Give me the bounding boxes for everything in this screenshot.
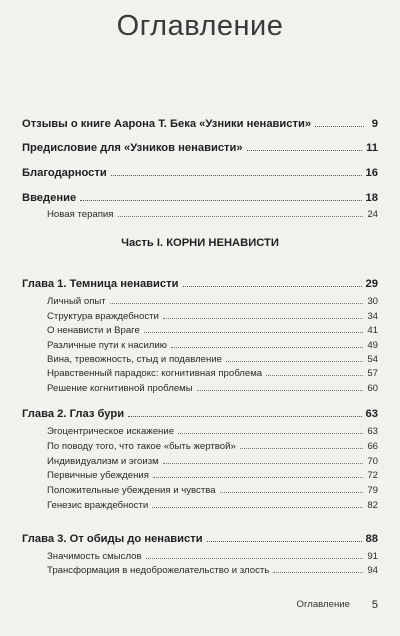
section-page: 34 [367,311,378,322]
section-entry[interactable] [47,454,378,467]
chapter-label: Глава 1. Темница ненависти [22,278,179,290]
toc-entry-page: 16 [365,167,378,179]
dot-leader [80,199,361,201]
section-label: Вина, тревожность, стыд и подавление [47,354,223,365]
section-entry[interactable] [47,439,378,452]
dot-leader [153,476,363,478]
dot-leader [111,174,362,176]
section-page: 63 [367,426,378,437]
section-entry[interactable] [47,549,378,562]
section-label: Первичные убеждения [47,470,149,481]
section-entry[interactable] [47,366,378,379]
dot-leader [144,331,364,333]
section-label: По поводу того, что такое «быть жертвой» [47,441,236,452]
toc-entry-label: Введение [22,192,77,204]
section-entry[interactable] [47,498,378,511]
section-label: Различные пути к насилию [47,340,167,351]
section-label: Индивидуализм и эгоизм [47,456,159,467]
toc-entry-page: 9 [371,118,378,130]
chapter-label: Глава 3. От обиды до ненависти [22,533,203,545]
dot-leader [197,389,364,391]
section-label: О ненависти и Враге [47,325,140,336]
toc-entry-label: Отзывы о книге Аарона Т. Бека «Узники ненависти» [22,118,312,130]
section-page: 82 [367,500,378,511]
dot-leader [163,317,363,319]
dot-leader [315,125,364,127]
dot-leader [163,462,364,464]
toc-entry-label: Предисловие для «Узников ненависти» [22,142,243,154]
section-entry[interactable] [47,563,378,576]
part-heading: Часть I. КОРНИ НЕНАВИСТИ [121,237,279,249]
toc-entry-label: Благодарности [22,167,107,179]
toc-subentry-label: Новая терапия [47,209,114,220]
section-page: 91 [367,551,378,562]
chapter-entry[interactable] [22,530,378,545]
dot-leader [171,346,363,348]
section-label: Трансформация в недоброжелательство и злость [47,565,270,576]
toc-entry-page: 18 [365,192,378,204]
page-title: Оглавление [116,10,284,42]
section-page: 49 [367,340,378,351]
dot-leader [110,302,364,304]
toc-subentry[interactable] [47,207,378,220]
toc-subentry-page: 24 [367,209,378,220]
section-entry[interactable] [47,323,378,336]
section-entry[interactable] [47,381,378,394]
section-entry[interactable] [47,424,378,437]
dot-leader [118,215,364,217]
section-label: Эгоцентрическое искажение [47,426,175,437]
section-entry[interactable] [47,338,378,351]
page-number: 5 [371,599,378,611]
dot-leader [183,285,362,287]
running-footer: Оглавление [296,599,350,610]
section-label: Нравственный парадокс: когнитивная проблема [47,368,263,379]
section-page: 60 [367,383,378,394]
dot-leader [220,491,364,493]
section-page: 41 [367,325,378,336]
section-page: 57 [367,368,378,379]
toc-entry[interactable] [22,139,378,154]
dot-leader [273,571,363,573]
dot-leader [226,360,363,362]
dot-leader [207,540,362,542]
section-entry[interactable] [47,483,378,496]
section-label: Решение когнитивной проблемы [47,383,193,394]
toc-entry-page: 11 [366,142,378,154]
section-entry[interactable] [47,468,378,481]
section-page: 66 [367,441,378,452]
section-page: 70 [367,456,378,467]
dot-leader [266,374,363,376]
section-page: 30 [367,296,378,307]
chapter-page: 29 [365,278,378,290]
toc-entry[interactable] [22,189,378,204]
chapter-label: Глава 2. Глаз бури [22,408,125,420]
toc-entry[interactable] [22,164,378,179]
dot-leader [146,557,364,559]
section-label: Генезис враждебности [47,500,149,511]
chapter-entry[interactable] [22,405,378,420]
section-label: Значимость смыслов [47,551,142,562]
chapter-page: 63 [365,408,378,420]
section-page: 54 [367,354,378,365]
chapter-entry[interactable] [22,275,378,290]
dot-leader [152,506,363,508]
section-label: Структура враждебности [47,311,159,322]
dot-leader [178,432,363,434]
section-page: 79 [367,485,378,496]
section-entry[interactable] [47,352,378,365]
dot-leader [128,415,361,417]
section-page: 94 [367,565,378,576]
section-page: 72 [367,470,378,481]
chapter-page: 88 [365,533,378,545]
section-label: Положительные убеждения и чувства [47,485,216,496]
section-label: Личный опыт [47,296,106,307]
section-entry[interactable] [47,294,378,307]
dot-leader [247,149,363,151]
dot-leader [240,447,364,449]
section-entry[interactable] [47,309,378,322]
toc-entry[interactable] [22,115,378,130]
